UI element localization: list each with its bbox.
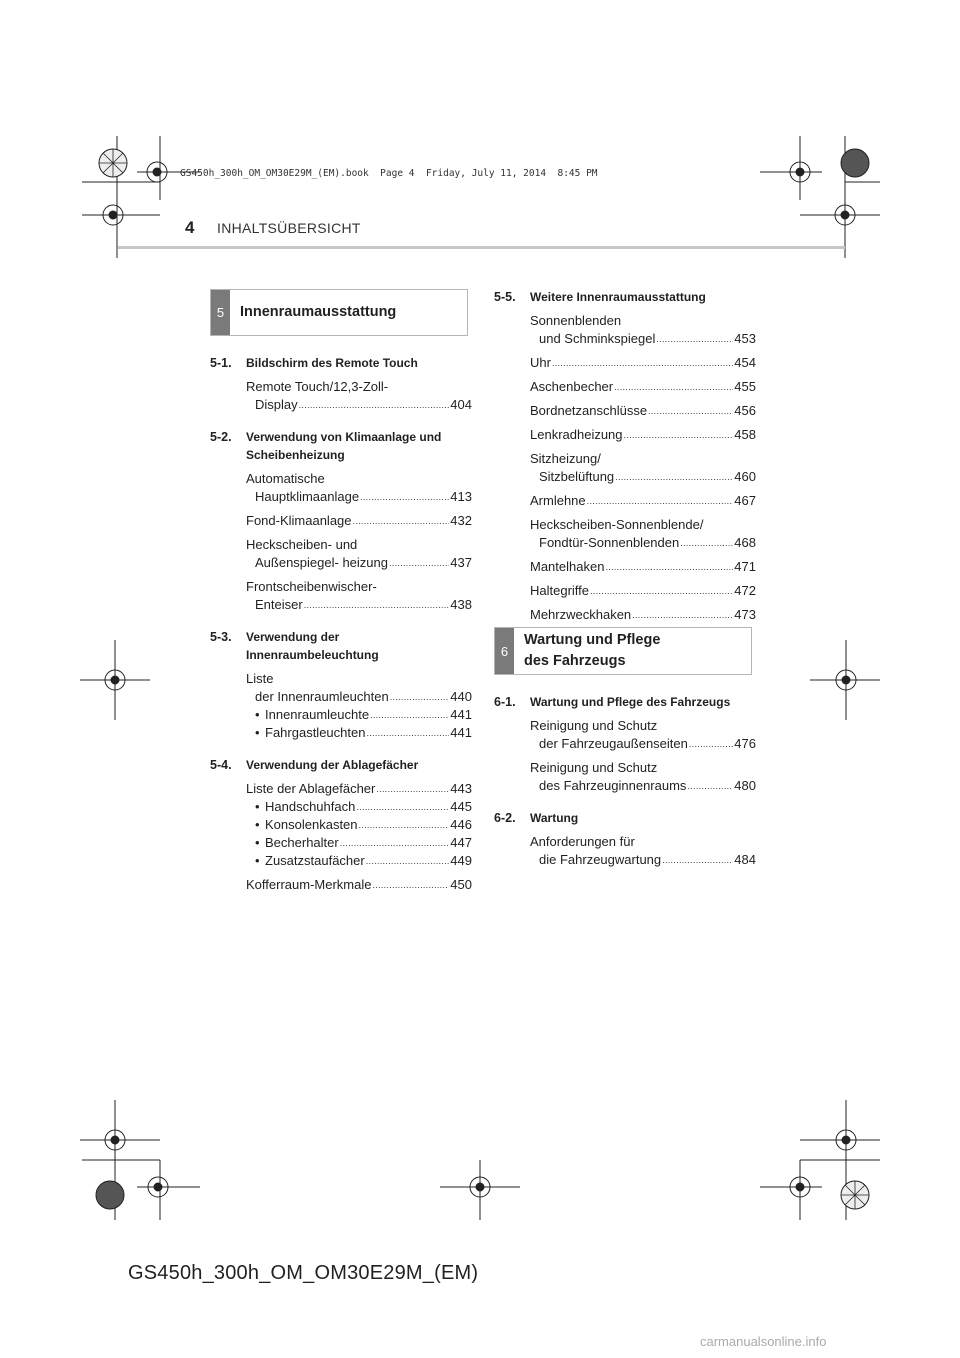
page-ref[interactable]: 473 bbox=[734, 607, 756, 622]
book-file-info: GS450h_300h_OM_OM30E29M_(EM).book Page 4 Friday, July 11, 2014 8:45 PM bbox=[180, 168, 598, 179]
toc-entry[interactable] bbox=[530, 759, 756, 795]
entry-label: der Innenraumleuchten bbox=[255, 689, 389, 704]
entry-label: Sitzbelüftung bbox=[539, 469, 615, 484]
entry-line bbox=[530, 606, 756, 624]
page-ref[interactable]: 467 bbox=[734, 493, 756, 508]
page-ref[interactable]: 456 bbox=[734, 403, 756, 418]
section-title: Verwendung der Innenraumbeleuchtung bbox=[246, 630, 379, 662]
entry-label: Haltegriffe bbox=[530, 583, 590, 598]
leader-dots bbox=[359, 816, 450, 834]
entry-line bbox=[530, 851, 756, 869]
toc-entry[interactable] bbox=[246, 470, 472, 506]
entry-label: Aschenbecher bbox=[530, 379, 614, 394]
entry-line bbox=[530, 492, 756, 510]
leader-dots bbox=[390, 688, 450, 706]
entry-label: Kofferraum-Merkmale bbox=[246, 877, 372, 892]
entry-label: Bordnetzanschlüsse bbox=[530, 403, 648, 418]
toc-section-heading bbox=[494, 693, 756, 711]
page-ref[interactable]: 460 bbox=[734, 469, 756, 484]
entry-label: Armlehne bbox=[530, 493, 586, 508]
page-ref[interactable]: 476 bbox=[734, 736, 756, 751]
chapter-title: Innenraumausstattung bbox=[240, 304, 397, 320]
toc-entry[interactable] bbox=[530, 426, 756, 444]
toc-entry[interactable] bbox=[530, 833, 756, 869]
leader-dots bbox=[648, 402, 733, 420]
chapter-number: 5 bbox=[211, 290, 230, 335]
section-number: 5-3. bbox=[210, 630, 232, 644]
entry-line bbox=[246, 688, 472, 706]
page-ref[interactable]: 446 bbox=[450, 817, 472, 832]
page-ref[interactable]: 454 bbox=[734, 355, 756, 370]
leader-dots bbox=[360, 488, 449, 506]
sub-entry-label: Handschuhfach bbox=[265, 799, 356, 814]
section-number: 5-4. bbox=[210, 758, 232, 772]
page-ref[interactable]: 468 bbox=[734, 535, 756, 550]
entry-line bbox=[246, 396, 472, 414]
toc-entry[interactable] bbox=[246, 378, 472, 414]
toc-section-heading bbox=[210, 428, 472, 464]
entry-line bbox=[530, 426, 756, 444]
leader-dots bbox=[615, 468, 733, 486]
entry-label: und Schminkspiegel bbox=[539, 331, 656, 346]
toc-entry[interactable] bbox=[530, 402, 756, 420]
entry-line bbox=[246, 596, 472, 614]
entry-line bbox=[530, 735, 756, 753]
leader-dots bbox=[662, 851, 733, 869]
toc-column-left bbox=[210, 354, 472, 894]
toc-entry[interactable] bbox=[246, 670, 472, 742]
leader-dots bbox=[552, 354, 733, 372]
section-header: INHALTSÜBERSICHT bbox=[217, 220, 361, 236]
page-ref[interactable]: 443 bbox=[450, 781, 472, 796]
toc-section-heading bbox=[210, 756, 472, 774]
page-ref[interactable]: 441 bbox=[450, 707, 472, 722]
entry-lead-text: Frontscheibenwischer- bbox=[246, 579, 377, 594]
entry-label: Mehrzweckhaken bbox=[530, 607, 632, 622]
page-ref[interactable]: 450 bbox=[450, 877, 472, 892]
page-ref[interactable]: 404 bbox=[450, 397, 472, 412]
entry-line bbox=[246, 554, 472, 572]
leader-dots bbox=[687, 777, 733, 795]
entry-label: Enteiser bbox=[255, 597, 303, 612]
toc-sub-entry[interactable] bbox=[246, 852, 472, 870]
leader-dots bbox=[376, 780, 449, 798]
entry-line bbox=[530, 558, 756, 576]
watermark: carmanualsonline.info bbox=[700, 1334, 827, 1349]
page-ref[interactable]: 432 bbox=[450, 513, 472, 528]
page-ref[interactable]: 445 bbox=[450, 799, 472, 814]
toc-entry[interactable] bbox=[246, 536, 472, 572]
bullet-icon: • bbox=[255, 835, 260, 850]
toc-entry[interactable] bbox=[246, 780, 472, 870]
model-code: GS450h_300h_OM_OM30E29M_(EM) bbox=[128, 1262, 479, 1284]
entry-line bbox=[530, 330, 756, 348]
entry-lead-text: Remote Touch/12,3-Zoll- bbox=[246, 379, 389, 394]
leader-dots bbox=[340, 834, 450, 852]
entry-line bbox=[530, 777, 756, 795]
entry-label: Lenkradheizung bbox=[530, 427, 623, 442]
sub-entry-label: Zusatzstaufächer bbox=[265, 853, 365, 868]
page-ref[interactable]: 447 bbox=[450, 835, 472, 850]
section-number: 5-2. bbox=[210, 430, 232, 444]
entry-lead-text: Heckscheiben-Sonnenblende/ bbox=[530, 517, 704, 532]
entry-label: Hauptklimaanlage bbox=[255, 489, 360, 504]
leader-dots bbox=[632, 606, 733, 624]
entry-lead-text: Reinigung und Schutz bbox=[530, 718, 658, 733]
entry-lead-text: Automatische bbox=[246, 471, 325, 486]
toc-entry[interactable] bbox=[246, 512, 472, 530]
section-number: 5-5. bbox=[494, 290, 516, 304]
section-title: Verwendung der Ablagefächer bbox=[246, 758, 419, 772]
entry-line bbox=[530, 354, 756, 372]
toc-sub-entry[interactable] bbox=[246, 816, 472, 834]
page-ref[interactable]: 438 bbox=[450, 597, 472, 612]
entry-label: des Fahrzeuginnenraums bbox=[539, 778, 687, 793]
entry-label: die Fahrzeugwartung bbox=[539, 852, 662, 867]
page-ref[interactable]: 441 bbox=[450, 725, 472, 740]
sub-entry-label: Fahrgastleuchten bbox=[265, 725, 366, 740]
section-title: Bildschirm des Remote Touch bbox=[246, 356, 418, 370]
leader-dots bbox=[656, 330, 733, 348]
header-rule bbox=[118, 246, 845, 249]
entry-label: Display bbox=[255, 397, 298, 412]
leader-dots bbox=[299, 396, 450, 414]
leader-dots bbox=[689, 735, 733, 753]
toc-section-heading bbox=[210, 628, 472, 664]
leader-dots bbox=[590, 582, 733, 600]
bullet-icon: • bbox=[255, 853, 260, 868]
toc-column-right bbox=[494, 288, 756, 624]
toc-entry[interactable] bbox=[530, 312, 756, 348]
entry-label: der Fahrzeugaußenseiten bbox=[539, 736, 688, 751]
leader-dots bbox=[366, 724, 449, 742]
leader-dots bbox=[356, 798, 449, 816]
entry-line bbox=[530, 468, 756, 486]
entry-line bbox=[530, 402, 756, 420]
entry-lead-text: Anforderungen für bbox=[530, 834, 635, 849]
entry-label: Liste der Ablagefächer bbox=[246, 781, 376, 796]
section-number: 5-1. bbox=[210, 356, 232, 370]
sub-entry-label: Konsolenkasten bbox=[265, 817, 358, 832]
entry-label: Fond-Klimaanlage bbox=[246, 513, 352, 528]
toc-entry[interactable] bbox=[530, 558, 756, 576]
section-number: 6-2. bbox=[494, 811, 516, 825]
entry-lead-text: Heckscheiben- und bbox=[246, 537, 358, 552]
entry-lead-text: Liste bbox=[246, 671, 274, 686]
bullet-icon: • bbox=[255, 817, 260, 832]
leader-dots bbox=[366, 852, 450, 870]
chapter-title-line1: Wartung und Pflege bbox=[524, 632, 661, 648]
leader-dots bbox=[605, 558, 733, 576]
entry-line bbox=[530, 534, 756, 552]
entry-line bbox=[530, 378, 756, 396]
toc-entry[interactable] bbox=[530, 378, 756, 396]
toc-section-heading bbox=[494, 809, 756, 827]
entry-lead-text: Sonnenblenden bbox=[530, 313, 622, 328]
bullet-icon: • bbox=[255, 799, 260, 814]
leader-dots bbox=[304, 596, 450, 614]
entry-lead-text: Sitzheizung/ bbox=[530, 451, 601, 466]
leader-dots bbox=[389, 554, 449, 572]
section-title: Wartung und Pflege des Fahrzeugs bbox=[530, 695, 731, 709]
toc-sub-entry[interactable] bbox=[246, 724, 472, 742]
toc-entry[interactable] bbox=[530, 492, 756, 510]
bullet-icon: • bbox=[255, 725, 260, 740]
leader-dots bbox=[372, 876, 449, 894]
leader-dots bbox=[624, 426, 734, 444]
page-ref[interactable]: 471 bbox=[734, 559, 756, 574]
entry-label: Fondtür-Sonnenblenden bbox=[539, 535, 680, 550]
page-ref[interactable]: 458 bbox=[734, 427, 756, 442]
toc-entry[interactable] bbox=[530, 516, 756, 552]
section-number: 6-1. bbox=[494, 695, 516, 709]
chapter-number: 6 bbox=[495, 628, 514, 674]
entry-lead-text: Reinigung und Schutz bbox=[530, 760, 658, 775]
entry-line bbox=[530, 582, 756, 600]
sub-entry-label: Innenraumleuchte bbox=[265, 707, 370, 722]
toc-entry[interactable] bbox=[530, 606, 756, 624]
page-ref[interactable]: 480 bbox=[734, 778, 756, 793]
page-ref[interactable]: 437 bbox=[450, 555, 472, 570]
section-title: Verwendung von Klimaanlage und Scheibenheizung bbox=[246, 430, 442, 462]
chapter-title bbox=[514, 628, 660, 674]
entry-line bbox=[246, 780, 472, 798]
leader-dots bbox=[680, 534, 733, 552]
page-ref[interactable]: 449 bbox=[450, 853, 472, 868]
toc-entry[interactable] bbox=[530, 717, 756, 753]
chapter-title-line2: des Fahrzeugs bbox=[524, 653, 626, 669]
leader-dots bbox=[614, 378, 733, 396]
entry-line bbox=[246, 488, 472, 506]
toc-entry[interactable] bbox=[246, 578, 472, 614]
page-ref[interactable]: 413 bbox=[450, 489, 472, 504]
section-title: Weitere Innenraumausstattung bbox=[530, 290, 706, 304]
entry-line bbox=[246, 876, 472, 894]
toc-entry[interactable] bbox=[530, 582, 756, 600]
toc-section-heading bbox=[210, 354, 472, 372]
toc-sub-entry[interactable] bbox=[246, 798, 472, 816]
leader-dots bbox=[587, 492, 734, 510]
entry-line bbox=[246, 512, 472, 530]
toc-entry[interactable] bbox=[246, 876, 472, 894]
toc-sub-entry[interactable] bbox=[246, 834, 472, 852]
page-ref[interactable]: 455 bbox=[734, 379, 756, 394]
entry-label: Uhr bbox=[530, 355, 551, 370]
page-ref[interactable]: 440 bbox=[450, 689, 472, 704]
chapter-6-header[interactable] bbox=[494, 627, 752, 675]
chapter-5-header[interactable] bbox=[210, 289, 468, 336]
bullet-icon: • bbox=[255, 707, 260, 722]
leader-dots bbox=[370, 706, 449, 724]
entry-label: Mantelhaken bbox=[530, 559, 605, 574]
toc-sub-entry[interactable] bbox=[246, 706, 472, 724]
toc-entry[interactable] bbox=[530, 450, 756, 486]
toc-section-heading bbox=[494, 288, 756, 306]
page-ref[interactable]: 453 bbox=[734, 331, 756, 346]
sub-entry-label: Becherhalter bbox=[265, 835, 339, 850]
page-ref[interactable]: 484 bbox=[734, 852, 756, 867]
page-ref[interactable]: 472 bbox=[734, 583, 756, 598]
toc-entry[interactable] bbox=[530, 354, 756, 372]
entry-label: Außenspiegel- heizung bbox=[255, 555, 388, 570]
section-title: Wartung bbox=[530, 811, 579, 825]
toc-column-right-ch6 bbox=[494, 693, 756, 869]
page-number: 4 bbox=[185, 218, 195, 237]
leader-dots bbox=[353, 512, 450, 530]
